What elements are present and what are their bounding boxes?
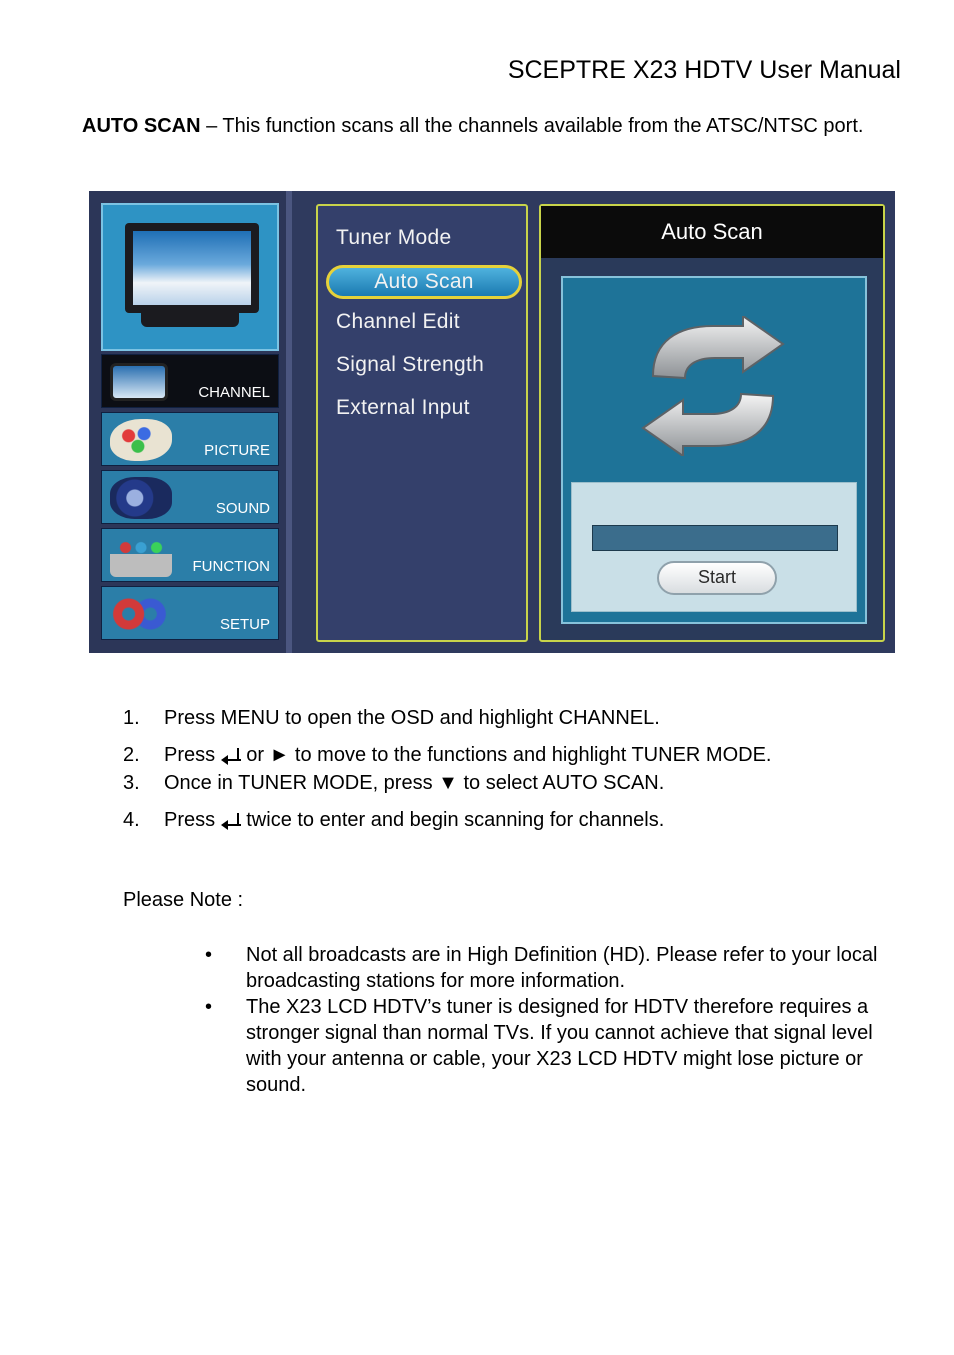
note-bullet (205, 994, 885, 1098)
menu-category-channel[interactable] (101, 354, 279, 408)
panel-title: Auto Scan (541, 206, 883, 258)
tv-monitor-icon (125, 223, 259, 313)
enter-icon (221, 748, 241, 762)
intro-text: – This function scans all the channels available from the ATSC/NTSC port. (200, 115, 864, 137)
speaker-icon (110, 477, 172, 519)
category-label: PICTURE (204, 442, 270, 459)
bullet-dot: • (205, 996, 213, 1018)
menu-item-auto-scan[interactable]: Auto Scan (326, 265, 522, 299)
gears-icon (110, 593, 172, 635)
menu-item-tuner-mode[interactable]: Tuner Mode (336, 226, 452, 249)
step-item (123, 744, 883, 767)
menu-category-function[interactable] (101, 528, 279, 582)
note-bullets (205, 942, 885, 1098)
scan-control-box (571, 482, 857, 612)
toolbox-icon (110, 535, 172, 577)
page-header: SCEPTRE X23 HDTV User Manual (507, 56, 901, 84)
tv-preview (101, 203, 279, 351)
step-item (123, 707, 883, 730)
palette-icon (110, 419, 172, 461)
menu-category-sound[interactable] (101, 470, 279, 524)
start-button[interactable]: Start (657, 561, 777, 595)
step-text: twice to enter and begin scanning for channels. (240, 809, 665, 831)
intro-paragraph (82, 113, 872, 140)
auto-scan-panel (561, 276, 867, 624)
note-title: Please Note : (123, 889, 244, 911)
intro-term: AUTO SCAN (82, 115, 201, 137)
osd-screenshot (89, 191, 895, 653)
tv-icon (110, 363, 168, 401)
enter-icon (221, 813, 241, 827)
menu-item-signal-strength[interactable]: Signal Strength (336, 353, 485, 376)
step-text: or ► to move to the functions and highlight TUNER MODE. (240, 744, 772, 766)
step-number: 3. (123, 772, 140, 794)
osd-detail-panel (539, 204, 885, 642)
scan-progress-bar (592, 525, 838, 551)
bullet-dot: • (205, 944, 213, 966)
menu-category-setup[interactable] (101, 586, 279, 640)
bullet-text: The X23 LCD HDTV’s tuner is designed for HDTV therefore requires a stronger signal than normal TVs. If you cannot achieve that signal level with your antenna or cable, your X23 LCD HDTV might lose picture or sound. (246, 996, 873, 1096)
osd-category-column (89, 191, 292, 653)
category-label: CHANNEL (198, 384, 270, 401)
menu-category-picture[interactable] (101, 412, 279, 466)
step-number: 4. (123, 809, 140, 831)
menu-item-external-input[interactable]: External Input (336, 396, 470, 419)
category-label: FUNCTION (192, 558, 270, 575)
step-number: 2. (123, 744, 140, 766)
tv-stand (141, 313, 239, 327)
tv-screen (133, 231, 251, 305)
category-label: SOUND (215, 500, 270, 517)
bullet-text: Not all broadcasts are in High Definition (HD). Please refer to your local broadcasting stations for more information. (246, 944, 878, 992)
refresh-icon (633, 316, 793, 456)
note-bullet (205, 942, 885, 994)
category-label: SETUP (219, 616, 270, 633)
step-text: Press (164, 744, 221, 766)
step-text: Press MENU to open the OSD and highlight CHANNEL. (164, 707, 660, 729)
osd-menu-list (316, 204, 528, 642)
step-number: 1. (123, 707, 140, 729)
menu-item-channel-edit[interactable]: Channel Edit (336, 310, 460, 333)
step-item (123, 772, 883, 795)
step-text: Once in TUNER MODE, press ▼ to select AUTO SCAN. (164, 772, 665, 794)
step-item (123, 809, 883, 832)
step-text: Press (164, 809, 221, 831)
